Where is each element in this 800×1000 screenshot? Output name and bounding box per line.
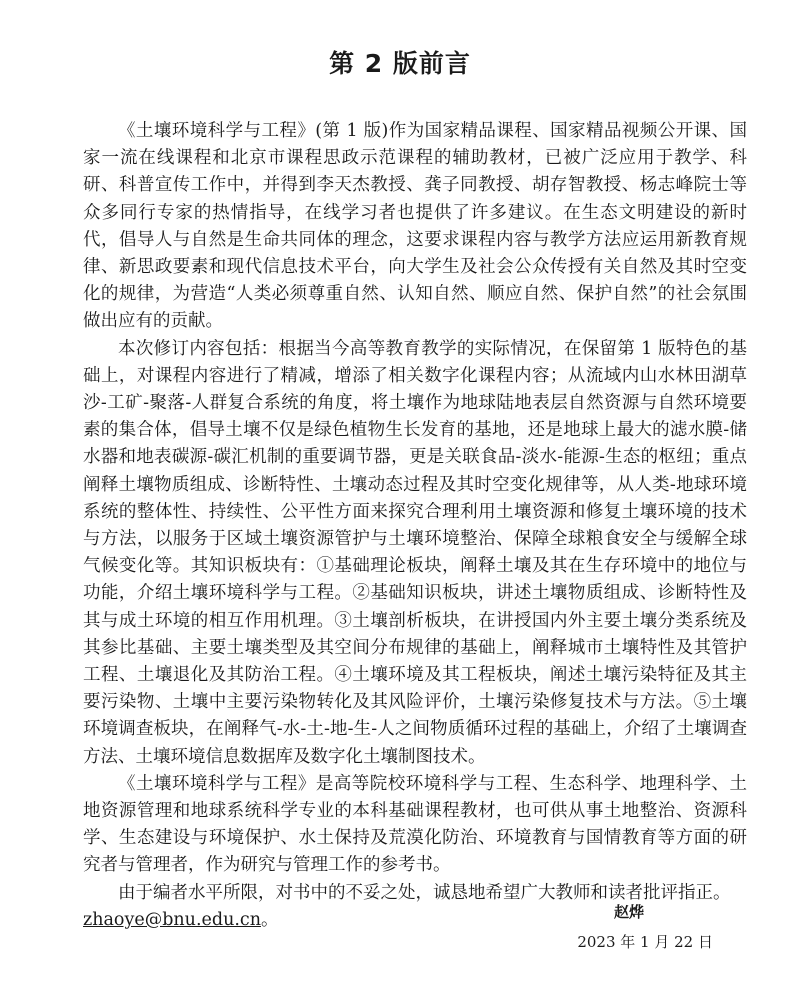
page-title: 第 2 版前言 — [329, 49, 471, 78]
paragraph-4: 由于编者水平所限，对书中的不妥之处，诚恳地希望广大教师和读者批评指正。 — [118, 882, 731, 903]
preface-body — [83, 118, 747, 934]
paragraph-1: 《土壤环境科学与工程》(第 1 版)作为国家精品课程、国家精品视频公开课、国家一流在线课程和北京市课程思政示范课程的辅助教材，已被广泛应用于教学、科研、科普宣传工作中，并得到李天杰教授、龚子同教授、胡存智教授、杨志峰院士等众多同行专家的热情指导，在线学习者也提供了许多建议。在生态文明建设的新时代，倡导人与自然是生命共同体的理念，这要求课程内容与教学方法应运用新教育规律、新思政要素和现代信息技术平台，向大学生及社会公众传授有关自然及其时空变化的规律，为营造“人类必须尊重自然、认知自然、顺应自然、保护自然”的社会氛围做出应有的贡献。 — [83, 121, 747, 332]
email-line — [83, 907, 747, 934]
paragraph-3: 《土壤环境科学与工程》是高等院校环境科学与工程、生态科学、地理科学、土地资源管理和地球系统科学专业的本科基础课程教材，也可供从事土地整治、资源科学、生态建设与环境保护、水土保持及荒漠化防治、环境教育与国情教育等方面的研究者与管理者，作为研究与管理工作的参考书。 — [83, 773, 747, 876]
paragraph-2: 本次修订内容包括：根据当今高等教育教学的实际情况，在保留第 1 版特色的基础上，对课程内容进行了精减，增添了相关数字化课程内容；从流域内山水林田湖草沙-工矿-聚落-人群复合系统的角度，将土壤作为地球陆地表层自然资源与自然环境要素的集合体，倡导土壤不仅是绿色植物生长发育的基地，还是地球上最大的滤水膜-储水器和地表碳源-碳汇机制的重要调节器，更是关联食品-淡水-能源-生态的枢纽；重点阐释土壤物质组成、诊断特性、土壤动态过程及其时空变化规律等，从人类-地球环境系统的整体性、持续性、公平性方面来探究合理利用土壤资源和修复土壤环境的技术与方法，以服务于区域土壤资源管护与土壤环境整治、保障全球粮食安全与缓解全球气候变化等。其知识板块有：①基础理论板块，阐释土壤及其在生存环境中的地位与功能，介绍土壤环境科学与工程。②基础知识板块，讲述土壤物质组成、诊断特性及其与成土环境的相互作用机理。③土壤剖析板块，在讲授国内外主要土壤分类系统及其参比基础、主要土壤类型及其空间分布规律的基础上，阐释城市土壤特性及其管护工程、土壤退化及其防治工程。④土壤环境及其工程板块，阐述土壤污染特征及其主要污染物、土壤中主要污染物转化及其风险评价，土壤污染修复技术与方法。⑤土壤环境调查板块，在阐释气-水-土-地-生-人之间物质循环过程的基础上，介绍了土壤调查方法、土壤环境信息数据库及数字化土壤制图技术。 — [83, 338, 747, 767]
email-link[interactable]: zhaoye@bnu.edu.cn — [83, 909, 261, 930]
author-signature: 赵烨 — [614, 903, 645, 921]
email-suffix: 。 — [260, 909, 279, 930]
signature-date: 2023 年 1 月 22 日 — [577, 933, 713, 951]
